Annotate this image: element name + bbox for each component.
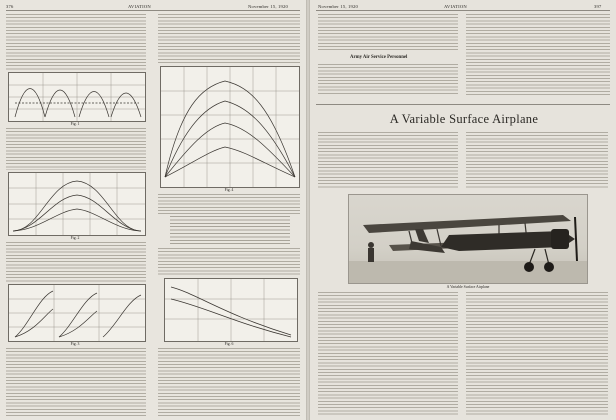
left-page — [0, 0, 306, 420]
right-page-date: November 15, 1920 — [318, 4, 359, 9]
figure-2-caption: Fig. 2 — [70, 236, 80, 240]
figure-1 — [8, 72, 146, 122]
article-intro-text-left — [318, 132, 458, 188]
right-column-text-4 — [158, 348, 300, 416]
right-page-number: 397 — [594, 4, 602, 9]
right-header-rule — [316, 10, 610, 11]
photo-caption: A Variable Surface Airplane — [446, 285, 490, 289]
right-page-column-2-text — [466, 14, 610, 96]
figure-2 — [8, 172, 146, 236]
figure-1-caption: Fig. 1 — [70, 122, 80, 126]
left-column-text-2 — [6, 128, 146, 170]
right-page-column-1-text-2 — [318, 64, 458, 96]
article-title: A Variable Surface Airplane — [389, 112, 539, 126]
figure-4-caption: Fig. 4 — [224, 188, 234, 192]
title-top-rule — [316, 104, 610, 105]
right-running-header: AVIATION — [444, 4, 467, 9]
figure-3 — [8, 284, 146, 342]
left-column-text-3 — [6, 242, 146, 282]
article-intro-text-right — [466, 132, 608, 188]
left-running-header: AVIATION — [128, 4, 151, 9]
right-column-text-2 — [158, 194, 300, 214]
article-body-left — [318, 292, 458, 416]
figure-6-caption: Fig. 6 — [224, 342, 234, 346]
figure-6 — [164, 278, 298, 342]
right-column-text — [158, 14, 300, 64]
article-body-right — [466, 292, 608, 416]
section-heading: Army Air Service Personnel — [350, 55, 408, 60]
left-column-text — [6, 14, 146, 70]
data-table — [170, 216, 290, 244]
left-column-text-4 — [6, 348, 146, 416]
figure-3-caption: Fig. 3 — [70, 342, 80, 346]
left-header-rule — [6, 10, 300, 11]
right-column-text-3 — [158, 248, 300, 276]
right-page-column-1-text — [318, 14, 458, 52]
left-page-number: 376 — [6, 4, 14, 9]
airplane-photo — [348, 194, 588, 284]
left-page-date: November 15, 1920 — [248, 4, 289, 9]
figure-4 — [160, 66, 300, 188]
